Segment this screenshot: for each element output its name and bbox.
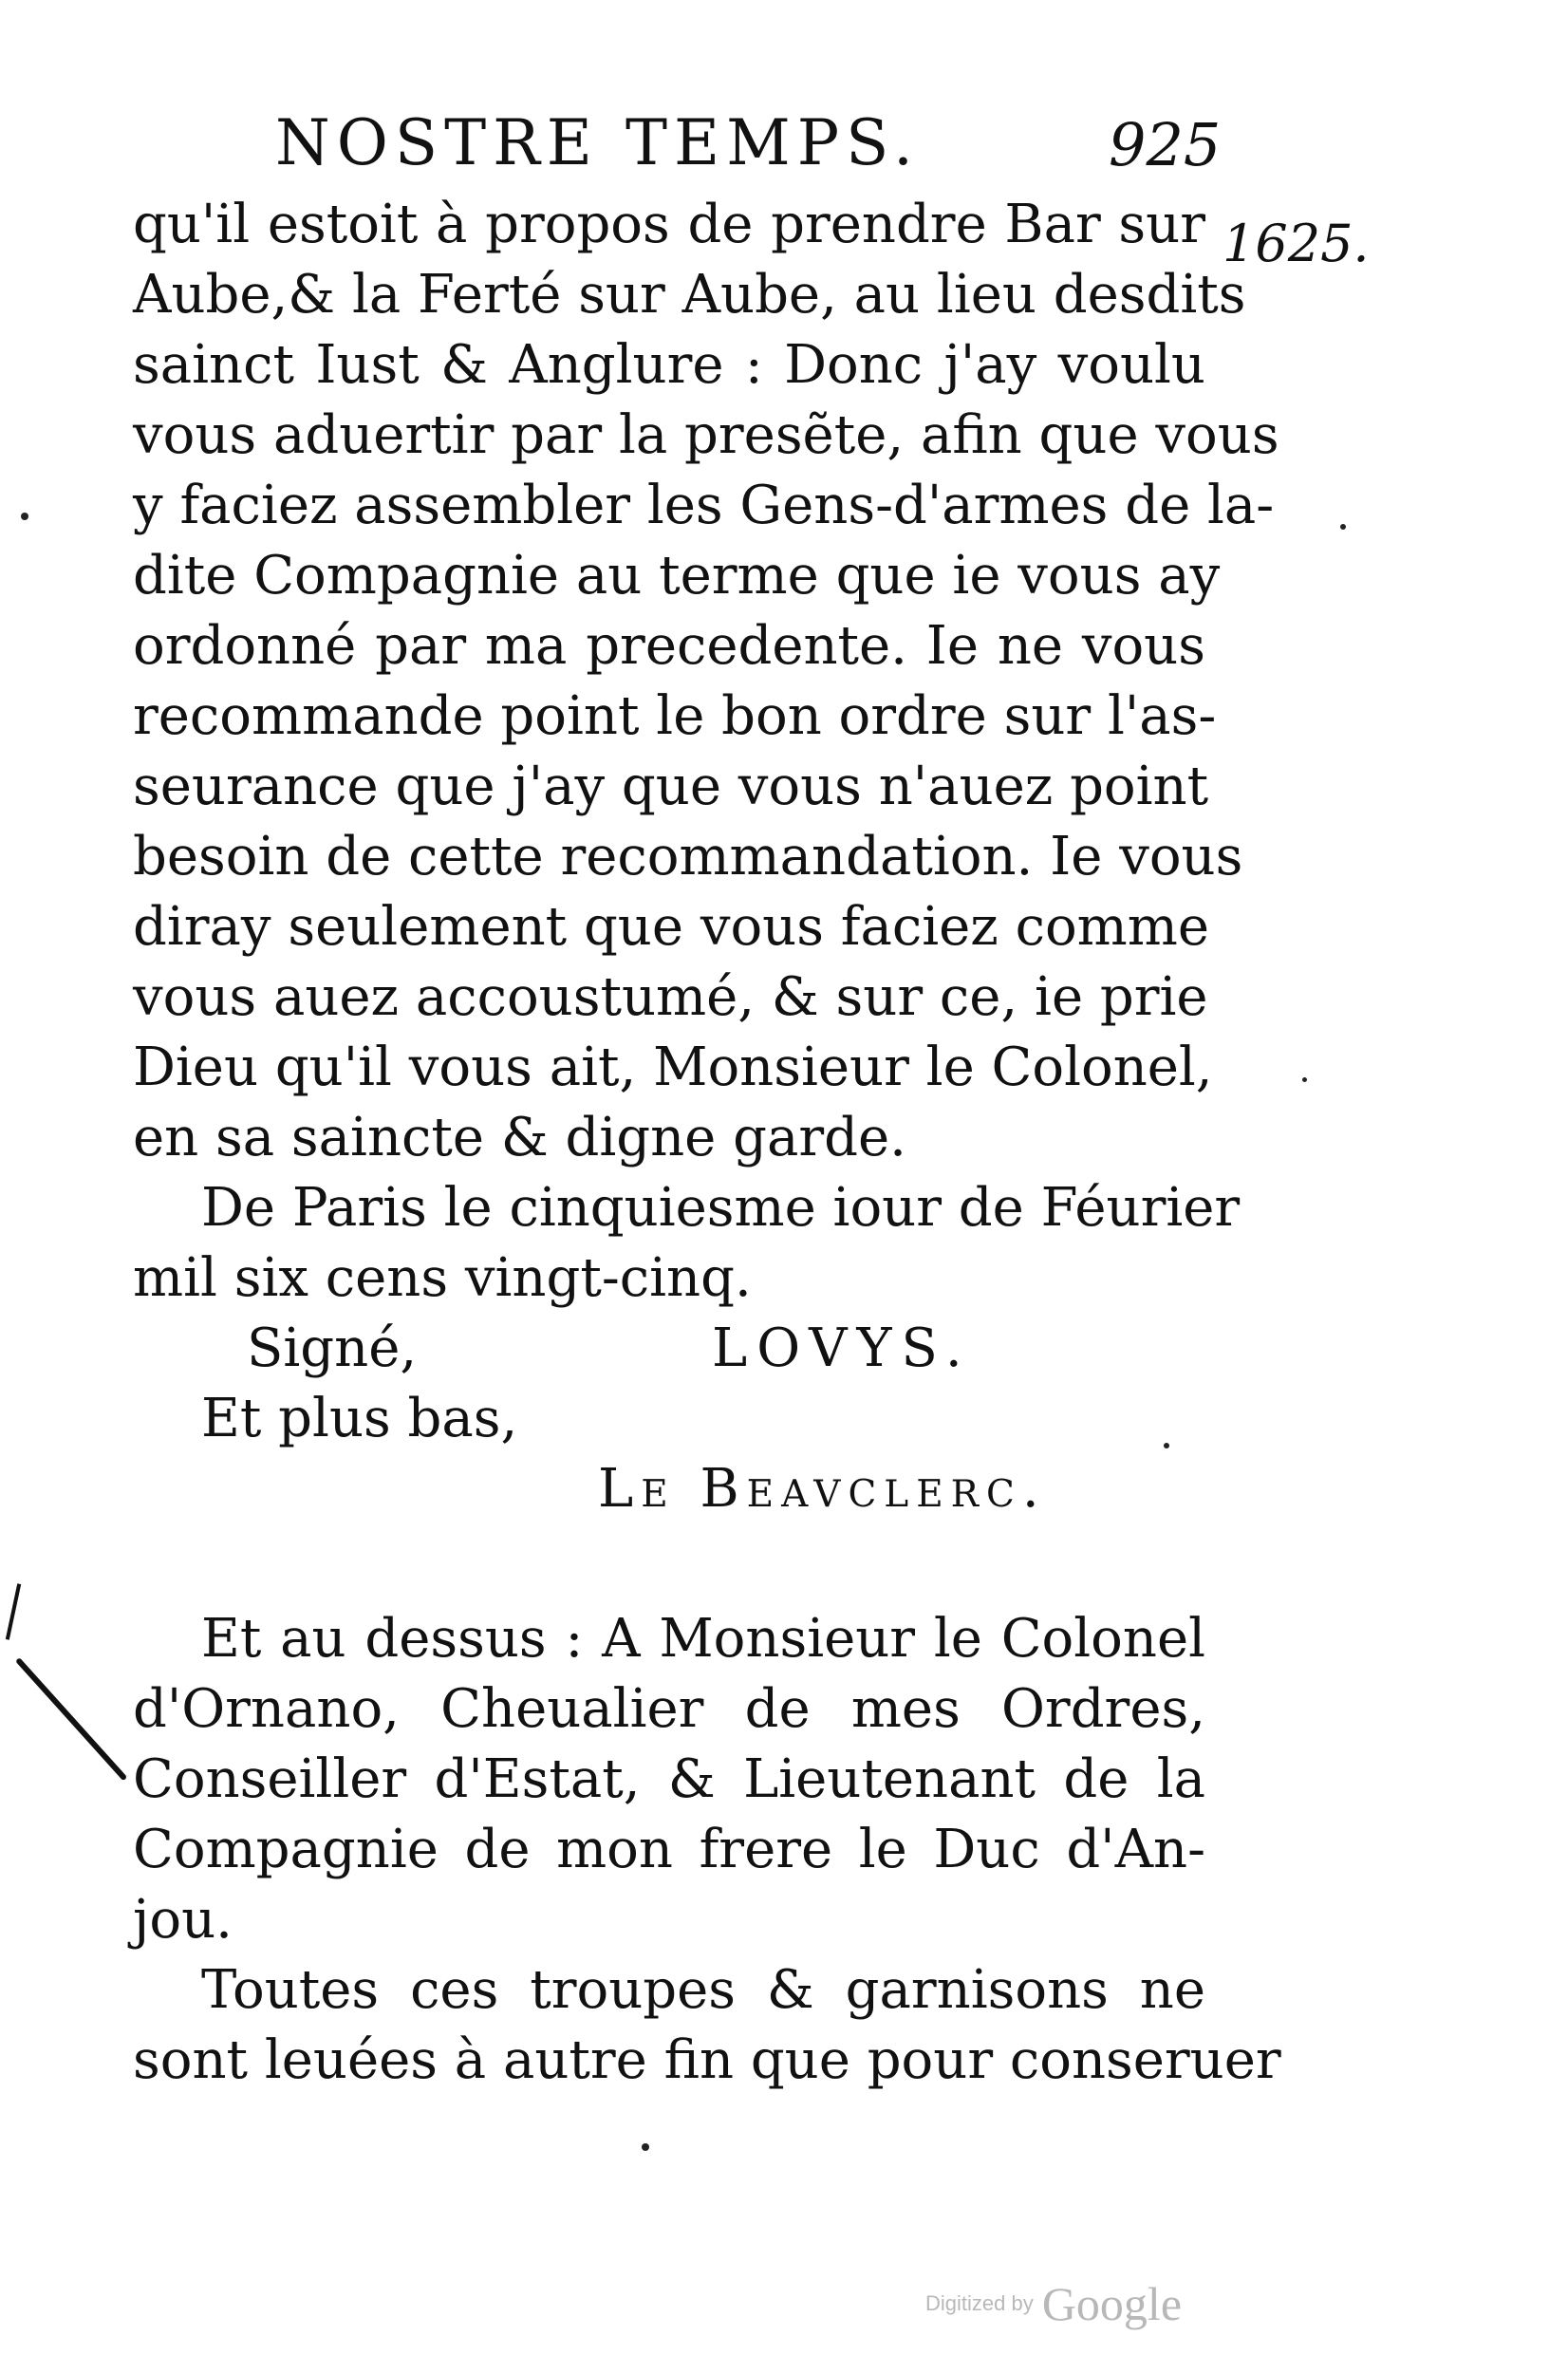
text-line: mil six cens vingt-cinq. [133, 1247, 752, 1309]
paragraph-letter-body [133, 190, 1279, 1173]
text-line: Aube,& la Ferté sur Aube, au lieu desdits [133, 264, 1246, 326]
text-line: en sa saincte & digne garde. [133, 1107, 906, 1168]
text-line: qu'il estoit à propos de prendre Bar sur [133, 194, 1205, 255]
text-line: dite Compagnie au terme que ie vous ay [133, 545, 1221, 607]
text-line: Compagnie de mon frere le Duc d'An- [133, 1819, 1205, 1880]
margin-ink-stroke [15, 1657, 127, 1781]
watermark-prefix: Digitized by [925, 2291, 1034, 2315]
paragraph-address [133, 1604, 1205, 1955]
text-line: sainct Iust & Anglure : Donc j'ay voulu [133, 334, 1205, 396]
text-line: sont leuées à autre fin que pour conseruer [133, 2029, 1281, 2091]
text-line: seurance que j'ay que vous n'auez point [133, 756, 1209, 817]
signature-row [133, 1314, 1205, 1384]
signe-label: Signé, [247, 1317, 418, 1379]
countersign-row [133, 1384, 1205, 1454]
ink-speck [642, 2143, 649, 2151]
text-line: vous aduertir par la presẽte, afin que vous [133, 404, 1279, 466]
margin-ink-mark [6, 1583, 21, 1640]
text-line: Dieu qu'il vous ait, Monsieur le Colonel, [133, 1037, 1213, 1098]
text-line: Et au dessus : A Monsieur le Colonel [201, 1608, 1205, 1670]
spacer [133, 1524, 1205, 1604]
text-line: y faciez assembler les Gens-d'armes de la- [133, 475, 1275, 536]
text-line: jou. [133, 1889, 233, 1951]
ink-speck [1302, 1077, 1307, 1082]
secretary-signature: Le Beavclerc. [598, 1458, 1047, 1520]
text-line: De Paris le cinquiesme iour de Féurier [201, 1177, 1241, 1239]
signature-block [133, 1314, 1205, 1524]
ink-speck [1164, 1443, 1169, 1448]
paragraph-continuation [133, 1955, 1281, 2096]
paragraph-dateline [133, 1173, 1241, 1314]
plus-bas-label: Et plus bas, [201, 1388, 518, 1449]
digitized-watermark [925, 2276, 1182, 2331]
secretary-row [133, 1454, 1205, 1524]
text-line: vous auez accoustumé, & sur ce, ie prie [133, 966, 1208, 1028]
ink-speck [1340, 524, 1346, 530]
text-line: ordonné par ma precedente. Ie ne vous [133, 615, 1205, 677]
page-number: 925 [1109, 110, 1222, 179]
text-line: Toutes ces troupes & garnisons ne [201, 1959, 1205, 2021]
text-line: diray seulement que vous faciez comme [133, 896, 1210, 958]
margin-year-note: 1625. [1223, 214, 1370, 273]
watermark-brand: Google [1041, 2277, 1183, 2330]
ink-speck [21, 513, 28, 520]
text-line: besoin de cette recommandation. Ie vous [133, 826, 1243, 888]
text-line: recommande point le bon ordre sur l'as- [133, 685, 1217, 747]
body-text [133, 190, 1281, 2096]
king-signature: LOVYS. [712, 1317, 972, 1379]
text-line: d'Ornano, Cheualier de mes Ordres, [133, 1678, 1205, 1740]
running-title: NOSTRE TEMPS. [275, 106, 920, 179]
text-line: Conseiller d'Estat, & Lieutenant de la [133, 1748, 1205, 1810]
